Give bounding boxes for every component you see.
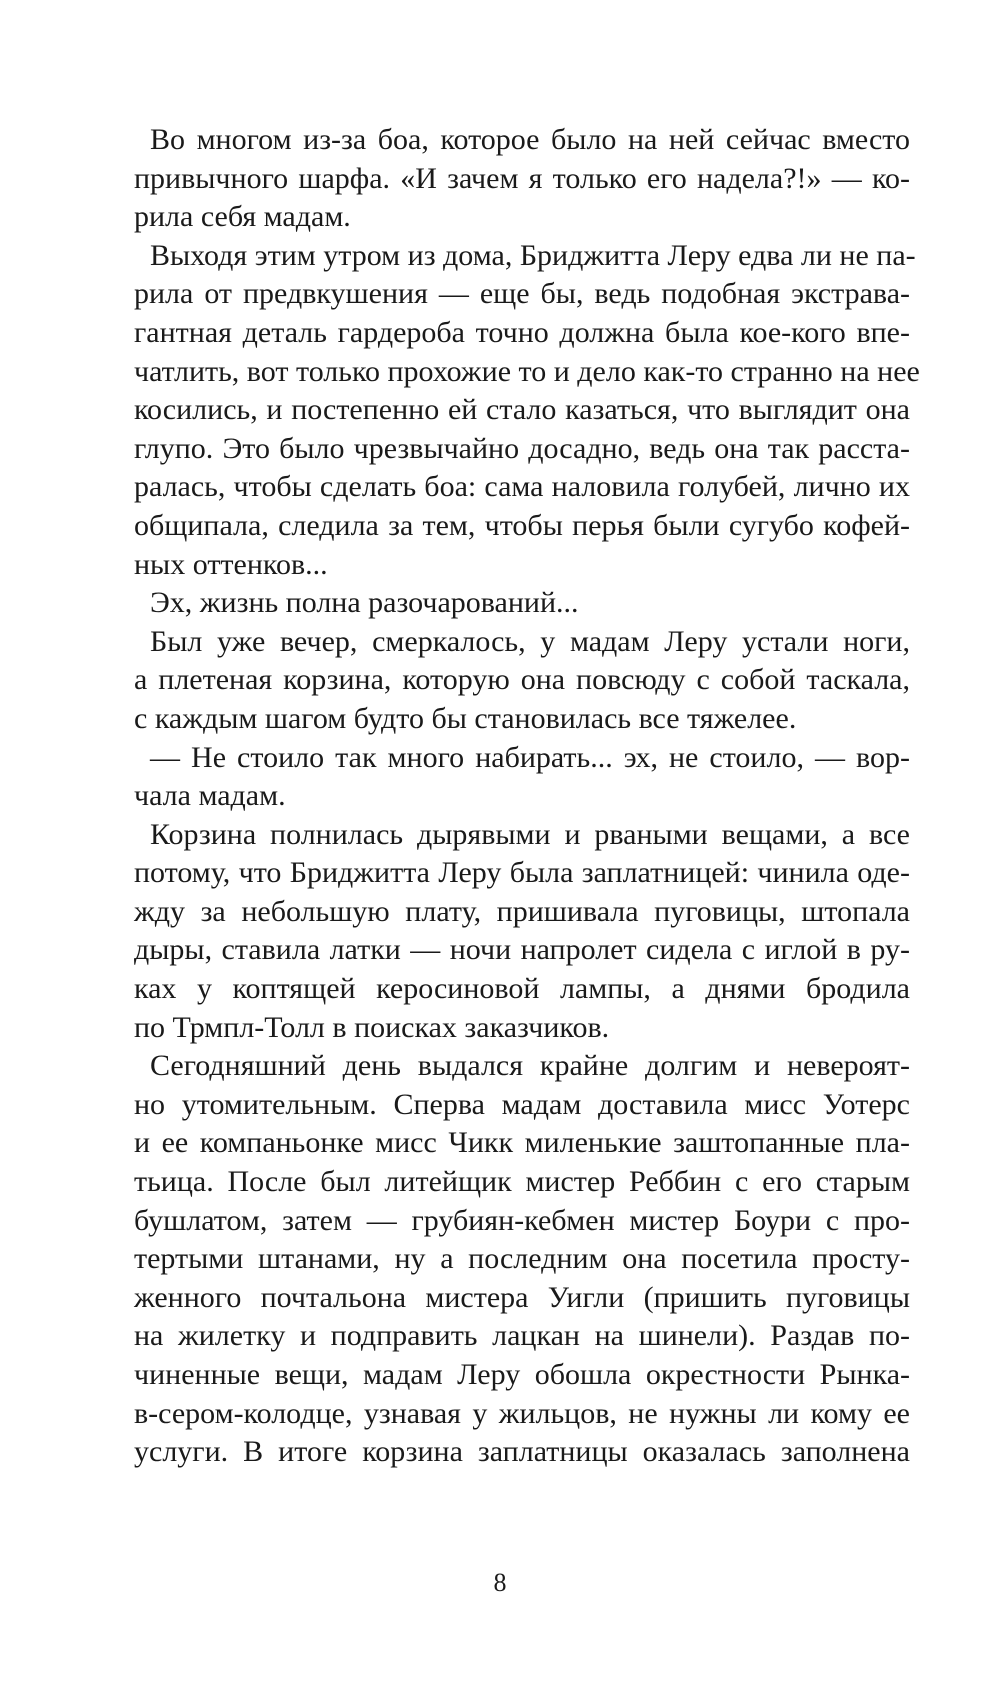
text-line: с каждым шагом будто бы становилась все тяжелее. (134, 701, 797, 735)
text-line: Во многом из-за боа, которое было на ней сейчас вместо (150, 123, 910, 156)
text-line: Корзина полнилась дырявыми и рваными вещами, а все (150, 817, 910, 851)
text-line: но утомительным. Сперва мадам доставила мисс Уотерс (134, 1087, 910, 1121)
text-line: Эх, жизнь полна разочарований... (150, 586, 579, 620)
text-line: рила себя мадам. (134, 200, 351, 234)
text-line: потому, что Бриджитта Леру была заплатницей: чинила оде- (134, 856, 910, 890)
text-line: ралась, чтобы сделать боа: сама наловила голубей, лично их (134, 470, 910, 504)
text-line: Был уже вечер, смеркалось, у мадам Леру устали ноги, (150, 624, 910, 658)
page-number: 8 (493, 1568, 507, 1597)
text-line: Сегодняшний день выдался крайне долгим и невероят- (150, 1049, 910, 1083)
text-line: и ее компаньонке мисс Чикк миленькие заштопанные пла- (134, 1126, 910, 1160)
text-line: рила от предвкушения — еще бы, ведь подобная экстрава- (134, 277, 910, 311)
text-line: в-сером-колодце, узнавая у жильцов, не нужны ли кому ее (134, 1396, 910, 1430)
text-line: — Не стоило так много набирать... эх, не стоило, — вор- (150, 740, 910, 774)
body-text (134, 121, 920, 1472)
text-line: привычного шарфа. «И зачем я только его надела?!» — ко- (134, 161, 910, 195)
text-line: на жилетку и подправить лацкан на шинели). Раздав по- (134, 1319, 910, 1353)
text-line: чатлить, вот только прохожие то и дело как-то странно на нее (134, 354, 920, 388)
text-line: а плетеная корзина, которую она повсюду с собой таскала, (134, 663, 910, 697)
text-line: чиненные вещи, мадам Леру обошла окрестности Рынка- (134, 1358, 910, 1391)
text-line: женного почтальона мистера Уигли (пришить пуговицы (134, 1280, 910, 1314)
text-line: бушлатом, затем — грубиян-кебмен мистер Боури с про- (134, 1203, 910, 1237)
text-line: гантная деталь гардероба точно должна была кое-кого впе- (134, 315, 910, 349)
text-line: общипала, следила за тем, чтобы перья были сугубо кофей- (134, 508, 910, 542)
text-line: тьица. После был литейщик мистер Реббин с его старым (134, 1165, 910, 1199)
text-line: по Трмпл-Толл в поисках заказчиков. (134, 1010, 610, 1044)
text-line: тертыми штанами, ну а последним она посетила просту- (134, 1242, 910, 1276)
text-line: Выходя этим утром из дома, Бриджитта Леру едва ли не па- (150, 238, 916, 272)
text-line: ных оттенков... (134, 547, 328, 581)
text-line: ках у коптящей керосиновой лампы, а днями бродила (134, 972, 910, 1006)
text-line: косились, и постепенно ей стало казаться, что выглядит она (134, 393, 910, 427)
text-line: чала мадам. (134, 779, 286, 813)
text-line: глупо. Это было чрезвычайно досадно, ведь она так расста- (134, 431, 910, 465)
text-line: жду за небольшую плату, пришивала пуговицы, штопала (134, 894, 910, 928)
text-line: услуги. В итоге корзина заплатницы оказалась заполнена (134, 1435, 910, 1469)
text-line: дыры, ставила латки — ночи напролет сидела с иглой в ру- (134, 933, 910, 967)
